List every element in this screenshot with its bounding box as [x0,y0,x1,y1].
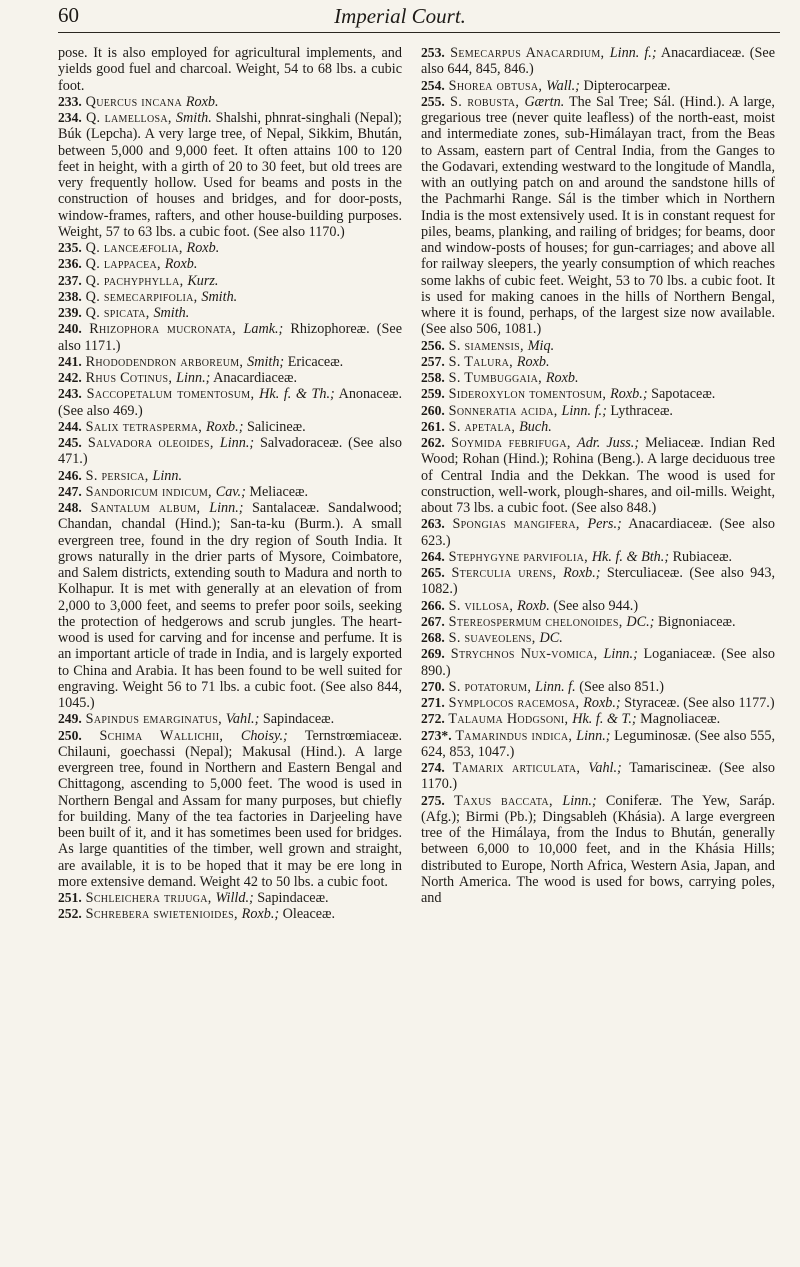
author-citation: Linn. [152,467,183,484]
index-entry [421,565,775,598]
species-name: Saccopetalum tomentosum, [81,386,260,403]
author-citation: Roxb. [516,353,550,370]
species-name: Q. pachyphylla, [81,272,188,289]
entry-description: Shalshi, phnrat-singhali (Nepal); Búk (Lepcha). A very large tree, of Nepal, Sikkim, Bhután, between 5,000 and 9,000 feet. It often attains 100 to 120 feet in height, with a girth of 20 to 30 feet, but old trees are very frequently hollow. Used for beams and posts in the construction of houses and bridges, and for door-posts, window-frames, rafters, and other house-building purposes. Weight, 57 to 63 lbs. a cubic foot. (See also 1170.) [58,110,402,240]
author-citation: Roxb.; [583,695,621,711]
entry-number: 257. [421,353,445,369]
entry-description: Salvadoraceæ. (See also 471.) [58,435,402,468]
entry-description: Lythraceæ. [606,402,673,419]
entry-number: 234. [58,110,82,125]
author-citation: Wall.; [546,77,580,94]
species-name: Stephygyne parvifolia, [444,548,592,565]
author-citation: Buch. [519,418,552,435]
entry-description: Sapotaceæ. [647,386,716,403]
index-entry [421,793,775,907]
species-name: Tamarix articulata, [444,760,589,776]
author-citation: Linn.; [576,727,611,744]
header-rule [58,32,780,33]
entry-description: Salicineæ. [243,418,306,435]
index-entry [58,370,402,386]
entry-description: (See also 944.) [549,597,639,614]
index-entry [421,614,775,630]
species-name: Schrebera swietenioides, [81,906,242,923]
author-citation: Cav.; [215,483,246,500]
author-citation: Lamk.; [243,321,284,338]
index-entry [421,695,775,711]
species-name: Rhus Cotinus, [81,370,177,386]
index-entry [421,516,775,549]
author-citation: Roxb. [517,597,550,614]
entry-description: Dipterocarpeæ. [579,77,671,94]
entry-number: 233. [58,93,82,109]
entry-description: (See also 851.) [575,678,664,695]
entry-number: 268. [421,630,445,645]
index-entry [58,435,402,468]
species-name: S. siamensis, [444,337,528,354]
entry-number: 244. [58,418,82,434]
entry-description: Bignoniaceæ. [654,613,736,630]
entry-description: Leguminosæ. (See also 555, 624, 853, 1047.) [421,727,775,760]
species-name: Rhizophora mucronata, [81,321,244,338]
index-entry [58,711,402,727]
entry-description: Anacardiaceæ. [210,370,298,386]
page-number: 60 [58,3,79,27]
entry-number: 247. [58,483,82,499]
author-citation: Roxb. [164,256,198,273]
species-name: Q. spicata, [81,305,154,321]
species-name: S. potatorum, [444,678,536,695]
page-header [0,0,800,44]
entry-number: 239. [58,305,82,320]
entry-description: Tamariscineæ. (See also 1170.) [421,760,775,793]
species-name: Semecarpus Anacardium, [444,45,610,61]
index-entry [58,728,402,891]
entry-description: Sapindaceæ. [259,711,335,728]
entry-number: 242. [58,370,82,385]
entry-number: 251. [58,890,82,905]
index-entry [58,110,402,240]
entry-number: 256. [421,337,445,353]
species-name: Rhododendron arboreum, [81,353,248,370]
entry-number: 267. [421,613,445,629]
species-name: Sandoricum indicum, [81,483,216,500]
index-entry [58,890,402,906]
entry-number: 271. [421,695,445,710]
author-citation: Hk. f. & T.; [572,711,637,728]
species-name: Q. lamellosa, [81,110,176,126]
index-entry [58,94,402,110]
species-name: S. Tumbuggaia, [444,370,546,386]
author-citation: Smith. [201,288,238,305]
entry-description: Anacardiaceæ. (See also 644, 845, 846.) [421,45,775,78]
entry-number: 253. [421,45,445,60]
entry-description: pose. It is also employed for agricultural implements, and yields good fuel and charcoal. Weight, 54 to 68 lbs. a cubic foot. [58,45,402,94]
author-citation: Pers.; [587,516,622,533]
species-name: Symplocos racemosa, [444,695,584,711]
author-citation: Smith. [175,110,212,126]
index-entry [421,78,775,94]
author-citation: Linn. f. [535,678,576,695]
left-column [58,45,402,923]
species-name: S. Talura, [444,353,517,370]
entry-description: Ericaceæ. [284,353,344,370]
entry-description: Loganiaceæ. (See also 890.) [421,646,775,679]
index-entry [58,354,402,370]
entry-number: 262. [421,435,445,450]
author-citation: Linn.; [603,646,638,663]
entry-description: Styraceæ. (See also 1177.) [620,695,775,711]
index-entry [58,484,402,500]
species-name: Q. semecarpifolia, [81,288,202,305]
author-citation: Roxb.; [610,386,648,403]
index-entry [58,273,402,289]
entry-description: Sterculiaceæ. (See also 943, 1082.) [421,565,776,598]
entry-description: Rhizophoreæ. (See also 1171.) [58,321,402,354]
index-entry [421,403,775,419]
species-name: Quercus incana [81,93,186,110]
entry-number: 270. [421,678,445,694]
index-entry [58,321,402,354]
author-citation: Willd.; [215,890,254,906]
index-entry [58,256,402,272]
author-citation: Kurz. [187,272,219,289]
index-entry [58,468,402,484]
entry-description: Anonaceæ. (See also 469.) [58,386,403,419]
entry-number: 235. [58,240,82,255]
author-citation: Vahl.; [588,760,622,776]
author-citation: Hk. f. & Th.; [259,386,335,403]
author-citation: DC. [539,630,563,646]
species-name: Talauma Hodgsoni, [444,711,573,728]
entry-number: 238. [58,288,82,304]
index-entry [58,419,402,435]
author-citation: Smith. [153,305,190,321]
entry-number: 237. [58,272,82,288]
entry-description: Rubiaceæ. [669,548,733,565]
entry-number: 248. [58,500,82,515]
species-name: S. villosa, [444,597,518,614]
index-entry [421,711,775,727]
author-citation: Roxb.; [206,418,244,435]
author-citation: Linn. f.; [561,402,607,419]
entry-number: 269. [421,646,445,662]
entry-number: 243. [58,386,82,402]
entry-number: 241. [58,353,82,369]
species-name: Strychnos Nux-vomica, [444,646,604,663]
entry-number: 274. [421,760,445,775]
entry-description: Meliaceæ. Indian Red Wood; Rohan (Hind.); Rohina (Beng.). A large deciduous tree of Central India and the Dekkan. The wood is used for construction, well-work, plough-shares, and oil-mills. Weight, about 73 lbs. a cubic foot. (See also 848.) [421,435,775,516]
species-name: Tamarindus indica, [451,727,577,744]
index-entry [58,45,402,94]
index-entry [58,289,402,305]
entry-number: 261. [421,418,445,434]
species-name: Salvadora oleoides, [81,435,220,451]
entry-number: 273*. [421,727,452,743]
entry-description: Santalaceæ. Sandalwood; Chandan, chandal (Hind.); San-ta-ku (Burm.). A small evergreen tree, found in the dry region of South India. It grows naturally in the drier parts of Mysore, Coimbatore, and Salem districts, extending south to Madura and north to Kolhapur. It is met with generally at an elevation of from 2,000 to 3,000 feet, and seems to prefer poor soils, seeking the protection of hedgerows and scrub jungles. The heart-wood is used for carving and for incense and perfume. It is an important article of trade in India, and is largely exported to China and Arabia. It has been found to be well suited for engraving. Weight 56 to 71 lbs. a cubic foot. (See also 844, 1045.) [58,500,402,711]
entry-number: 255. [421,93,445,109]
index-entry [421,435,775,516]
entry-number: 252. [58,906,82,922]
entry-description: Ternstrœmiaceæ. Chilauni, goechassi (Nepal); Makusal (Hind.). A large evergreen tree, found in Northern and Eastern Bengal and Chittagong, ascending to 5,000 feet. The wood is used in Northern Bengal and Assam for many purposes, but chiefly for building. Many of the tea factories in Darjeeling have been built of it, and it has sometimes been used for bridges. As large quantities of the timber, well grown and straight, are available, it is to be hoped that it may be ere long in more extensive demand. Weight 42 to 50 lbs. a cubic foot. [58,727,402,890]
species-name: Soymida febrifuga, [444,435,578,451]
entry-number: 275. [421,792,445,808]
author-citation: Linn.; [219,435,255,451]
index-entry [421,630,775,646]
index-entry [421,679,775,695]
entry-number: 265. [421,565,445,580]
species-name: Taxus baccata, [444,792,563,809]
index-entry [421,94,775,338]
entry-number: 266. [421,597,445,613]
species-name: Q. lanceæfolia, [81,240,187,256]
species-name: S. suaveolens, [444,630,540,646]
entry-number: 263. [421,516,445,532]
entry-description: Oleaceæ. [279,906,336,923]
index-entry [421,419,775,435]
author-citation: Adr. Juss.; [577,435,640,451]
index-entry [421,549,775,565]
author-citation: Roxb.; [563,565,601,581]
index-entry [421,386,775,402]
index-entry [58,500,402,711]
index-entry [421,760,775,793]
entry-description: Coniferæ. The Yew, Saráp. (Afg.); Birmi (Pb.); Dingsableh (Khásia). A large evergreen tree of the Himálaya, from the Indus to Bhután, generally between 6,000 to 10,000 feet, and in the Khásia Hills; distributed to Europe, North Africa, Western Asia, Japan, and North America. The wood is used for bows, carrying poles, and [421,792,776,906]
entry-description: Sapindaceæ. [253,890,329,906]
running-title: Imperial Court. [334,4,466,28]
author-citation: Choisy.; [240,727,288,744]
index-entry [58,240,402,256]
index-entry [421,646,775,679]
author-citation: Linn.; [562,792,597,809]
entry-number: 236. [58,256,82,272]
entry-number: 254. [421,77,445,93]
entry-description: Meliaceæ. [245,483,309,500]
species-name: S. robusta, [444,93,525,110]
species-name: Sonneratia acida, [444,402,562,419]
index-entry [421,728,775,761]
entry-number: 249. [58,711,82,727]
author-citation: Linn. f.; [609,45,657,61]
entry-description: Anacardiaceæ. (See also 623.) [421,516,775,549]
index-entry [421,354,775,370]
species-name: Sapindus emarginatus, [81,711,226,728]
species-name: Santalum album, [81,500,210,516]
entry-number: 264. [421,548,445,564]
right-column [421,45,775,906]
author-citation: Roxb. [545,370,579,386]
species-name: S. apetala, [444,418,520,435]
entry-number: 240. [58,321,82,337]
author-citation: Roxb. [185,93,219,110]
index-entry [58,305,402,321]
entry-number: 245. [58,435,82,450]
index-entry [421,45,775,78]
author-citation: Smith; [247,353,285,370]
index-entry [421,598,775,614]
species-name: Q. lappacea, [81,256,165,273]
entry-description: Magnoliaceæ. [636,711,721,728]
species-name: Schleichera trijuga, [81,890,216,906]
entry-number: 250. [58,727,82,743]
author-citation: Vahl.; [225,711,260,728]
index-entry [421,338,775,354]
index-entry [421,370,775,386]
author-citation: DC.; [626,613,655,630]
species-name: Salix tetrasperma, [81,418,206,435]
author-citation: Roxb.; [241,906,280,923]
species-name: Stereospermum chelonoides, [444,613,627,630]
author-citation: Roxb. [186,240,220,256]
author-citation: Hk. f. & Bth.; [591,548,670,565]
entry-number: 260. [421,402,445,418]
species-name: Schima Wallichii, [81,727,241,744]
species-name: Sideroxylon tomentosum, [444,386,611,403]
author-citation: Linn.; [209,500,244,516]
species-name: S. persica, [81,467,153,484]
species-name: Spongias mangifera, [444,516,588,533]
author-citation: Miq. [527,337,555,354]
entry-number: 258. [421,370,445,385]
author-citation: Gærtn. [524,93,565,110]
species-name: Shorea obtusa, [444,77,547,94]
index-entry [58,906,402,922]
species-name: Sterculia urens, [444,565,564,581]
entry-number: 272. [421,711,445,727]
author-citation: Linn.; [176,370,211,386]
entry-number: 246. [58,467,82,483]
entry-description: The Sal Tree; Sál. (Hind.). A large, gregarious tree (never quite leafless) of the north-east, moist and intermediate zones, sub-Himálayan tract, from the Beas to Assam, eastern part of Central India, from the Ganges to the Godavari, extending westward to the longitude of Mandla, with an outlying patch on and around the sandstone hills of the Pachmarhi Range. Sál is the timber which in Northern India is the most extensively used. It is in constant request for piles, beams, planking, and railing of bridges; for beams, door and window-posts of houses; for gun-carriages; and above all for railway sleepers, the yearly consumption of which reaches some lakhs of cubic feet. Weight, 53 to 70 lbs. a cubic foot. It is used for making canoes in the hills of Northern Bengal, where it is found, perhaps, of the largest size now available. (See also 506, 1081.) [421,93,775,338]
entry-number: 259. [421,386,445,402]
index-entry [58,386,402,419]
